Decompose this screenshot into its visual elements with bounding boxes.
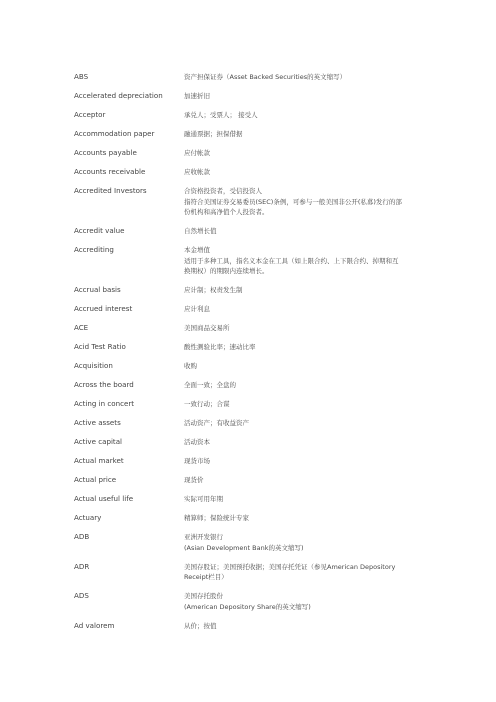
- glossary-entry: [74, 380, 474, 391]
- glossary-definition: [184, 285, 474, 296]
- glossary-definition: [184, 167, 474, 178]
- definition-line: 换期权）的期限内连续增长。: [184, 267, 269, 275]
- glossary-term: Active capital: [74, 437, 123, 446]
- glossary-entry: [74, 129, 474, 140]
- definition-line: Receipt栏目）: [184, 573, 228, 581]
- definition-line: 实际可用年期: [184, 495, 223, 503]
- glossary-term: Acting in concert: [74, 399, 135, 408]
- definition-line: 合资格投资者，受信投资人: [184, 187, 262, 195]
- glossary-definition: [184, 226, 474, 237]
- definition-line: 精算师；保险统计专家: [184, 514, 249, 522]
- glossary-term: Active assets: [74, 418, 121, 427]
- definition-line: (Asian Development Bank的英文缩写): [184, 543, 304, 552]
- glossary-term: Ad valorem: [74, 620, 115, 630]
- glossary-term: ABS: [74, 72, 89, 81]
- definition-line: 美国商品交易所: [184, 324, 230, 332]
- glossary-entry: [74, 494, 474, 505]
- glossary-definition: [184, 186, 474, 218]
- glossary-definition: [184, 110, 474, 121]
- definition-line: 活动资本: [184, 438, 210, 446]
- glossary-term: Accounts payable: [74, 148, 137, 157]
- glossary-entry: [74, 304, 474, 315]
- glossary-term: Actual useful life: [74, 494, 134, 503]
- definition-line: 应计利息: [184, 305, 210, 313]
- glossary-definition: [184, 342, 474, 353]
- glossary-definition: [184, 532, 474, 553]
- definition-line: 全面一致；全盘的: [184, 381, 236, 389]
- glossary-list: [74, 72, 474, 640]
- glossary-definition: [184, 562, 474, 583]
- glossary-entry: [74, 591, 474, 612]
- glossary-entry: [74, 342, 474, 353]
- glossary-entry: [74, 91, 474, 102]
- glossary-entry: [74, 562, 474, 583]
- definition-line: 份机构和高净值个人投资者。: [184, 208, 269, 216]
- glossary-definition: [184, 361, 474, 372]
- glossary-term: ADS: [74, 591, 89, 600]
- glossary-term: Actuary: [74, 513, 102, 522]
- definition-line: 从价；按值: [184, 621, 217, 630]
- glossary-definition: [184, 591, 474, 612]
- definition-line: 现货市场: [184, 457, 210, 465]
- glossary-term: Accrued interest: [74, 304, 133, 313]
- glossary-term: Across the board: [74, 380, 134, 389]
- glossary-definition: [184, 91, 474, 102]
- definition-line: 美国存托股份: [184, 592, 223, 600]
- definition-line: 酸性测验比率；速动比率: [184, 343, 256, 351]
- glossary-term: Acceptor: [74, 110, 106, 119]
- glossary-entry: [74, 437, 474, 448]
- definition-line: 加速折旧: [184, 92, 210, 100]
- glossary-definition: [184, 323, 474, 334]
- definition-line: 现货价: [184, 476, 204, 484]
- glossary-term: Accounts receivable: [74, 167, 146, 176]
- glossary-entry: [74, 418, 474, 429]
- glossary-entry: [74, 285, 474, 296]
- glossary-entry: [74, 323, 474, 334]
- glossary-entry: [74, 513, 474, 524]
- definition-line: 美国存股证；美国预托收据；美国存托凭证（参见American Depository: [184, 562, 396, 571]
- glossary-term: ADR: [74, 561, 90, 571]
- glossary-entry: [74, 399, 474, 410]
- glossary-entry: [74, 245, 474, 277]
- glossary-term: Accrual basis: [74, 285, 121, 294]
- glossary-term: ADB: [74, 532, 90, 541]
- definition-line: 一致行动；合谋: [184, 400, 230, 408]
- definition-line: 应收帐款: [184, 168, 210, 176]
- glossary-definition: [184, 513, 474, 524]
- glossary-entry: [74, 148, 474, 159]
- glossary-term: ACE: [74, 323, 89, 332]
- glossary-term: Accelerated depreciation: [74, 91, 163, 100]
- glossary-definition: [184, 148, 474, 159]
- glossary-term: Accredit value: [74, 226, 125, 235]
- glossary-definition: [184, 399, 474, 410]
- glossary-definition: [184, 456, 474, 467]
- glossary-entry: [74, 475, 474, 486]
- definition-line: 自然增长值: [184, 227, 217, 235]
- glossary-entry: [74, 532, 474, 553]
- definition-line: 本金增值: [184, 246, 210, 254]
- glossary-definition: [184, 245, 474, 277]
- definition-line: 活动资产；有收益资产: [184, 419, 249, 427]
- glossary-definition: [184, 475, 474, 486]
- glossary-entry: [74, 361, 474, 372]
- glossary-entry: [74, 226, 474, 237]
- glossary-definition: [184, 437, 474, 448]
- definition-line: 适用于多种工具，指名义本金在工具（如上限合约、上下限合约、掉期和互: [184, 256, 399, 265]
- glossary-definition: [184, 494, 474, 505]
- glossary-definition: [184, 304, 474, 315]
- glossary-term: Accommodation paper: [74, 129, 155, 138]
- glossary-definition: [184, 72, 474, 83]
- glossary-entry: [74, 167, 474, 178]
- glossary-term: Acquisition: [74, 361, 113, 370]
- glossary-term: Actual market: [74, 456, 124, 465]
- definition-line: (American Depository Share的英文缩写): [184, 602, 311, 611]
- glossary-definition: [184, 418, 474, 429]
- glossary-entry: [74, 456, 474, 467]
- definition-line: 亚洲开发银行: [184, 533, 223, 541]
- glossary-entry: [74, 621, 474, 632]
- definition-line: 融通票据；担保借据: [184, 130, 243, 138]
- glossary-term: Accrediting: [74, 245, 114, 254]
- definition-line: 应付帐款: [184, 149, 210, 157]
- glossary-entry: [74, 186, 474, 218]
- definition-line: 应计制；权责发生制: [184, 286, 243, 294]
- definition-line: 资产担保证券（Asset Backed Securities的英文缩写）: [184, 73, 347, 81]
- definition-line: 收购: [184, 362, 197, 370]
- definition-line: 承兑人；受票人； 接受人: [184, 111, 258, 119]
- glossary-term: Acid Test Ratio: [74, 342, 126, 351]
- definition-line: 指符合美国证券交易委员(SEC)条例，可参与一般美国非公开(私募)发行的部: [184, 197, 402, 206]
- glossary-definition: [184, 129, 474, 140]
- glossary-term: Accredited Investors: [74, 186, 147, 195]
- glossary-entry: [74, 72, 474, 83]
- glossary-definition: [184, 380, 474, 391]
- glossary-entry: [74, 110, 474, 121]
- glossary-term: Actual price: [74, 475, 117, 484]
- glossary-definition: [184, 621, 474, 632]
